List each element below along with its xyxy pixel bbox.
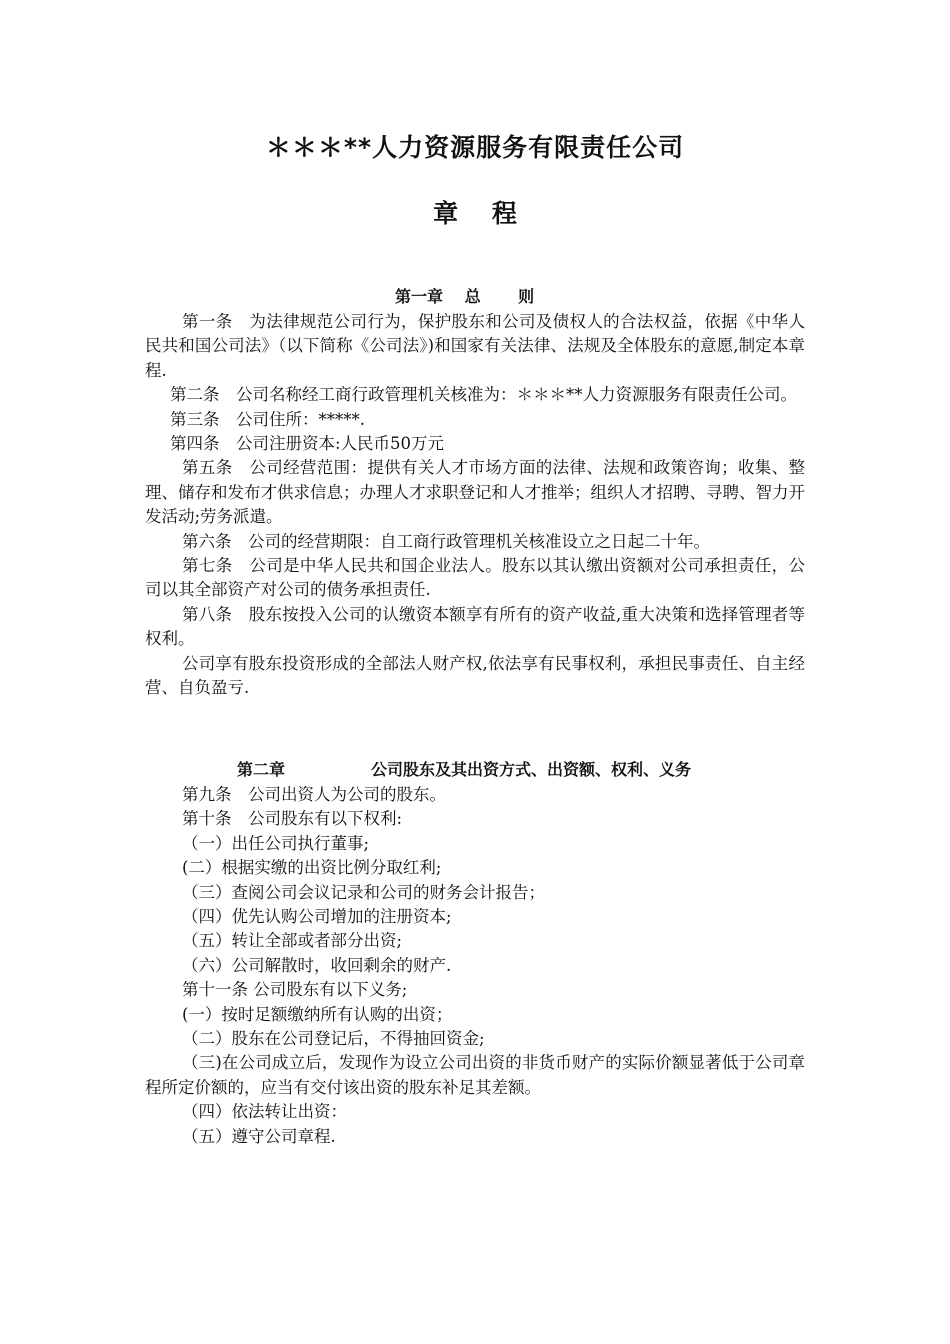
chapter-1-heading: 第一章 总 则 — [395, 287, 535, 306]
right-item-5: （五）转让全部或者部分出资; — [182, 931, 403, 951]
article-11: 第十一条 公司股东有以下义务; — [182, 980, 408, 1000]
right-item-3: （三）查阅公司会议记录和公司的财务会计报告； — [182, 882, 545, 902]
article-9: 第九条 公司出资人为公司的股东。 — [182, 785, 446, 804]
duty-item-5: （五）遵守公司章程. — [182, 1126, 336, 1146]
article-5: 第五条 公司经营范围：提供有关人才市场方面的法律、法规和政策咨询；收集、整理、储存和发布才供求信息；办理人才求职登记和人才推举；组织人才招聘、寻聘、智力开发活动;劳务派遣。 — [145, 458, 805, 527]
right-item-2: (二）根据实缴的出资比例分取红利; — [182, 858, 442, 878]
document-title: ＊＊＊**人力资源服务有限责任公司 — [265, 133, 685, 162]
duty-item-1: (一）按时足额缴纳所有认购的出资； — [182, 1004, 453, 1024]
article-6: 第六条 公司的经营期限：自工商行政管理机关核准设立之日起二十年。 — [182, 531, 710, 551]
article-1: 第一条 为法律规范公司行为，保护股东和公司及债权人的合法权益，依据《中华人民共和国公司法》（以下简称《公司法》)和国家有关法律、法规及全体股东的意愿,制定本章程. — [145, 312, 805, 380]
duty-item-4: （四）依法转让出资： — [182, 1102, 347, 1122]
article-8-paragraph-2: 公司享有股东投资形成的全部法人财产权,依法享有民事权利，承担民事责任、自主经营、自负盈亏. — [145, 653, 805, 698]
right-item-4: （四）优先认购公司增加的注册资本; — [182, 907, 452, 927]
duty-item-2: （二）股东在公司登记后，不得抽回资金; — [182, 1029, 485, 1049]
article-3: 第三条 公司住所：*****. — [170, 409, 365, 429]
chapter-2-body — [145, 783, 805, 1149]
document-subtitle: 章 程 — [433, 199, 517, 228]
article-4: 第四条 公司注册资本:人民币50万元 — [170, 434, 445, 454]
chapter-1-body — [145, 310, 805, 701]
right-item-1: （一）出任公司执行董事; — [182, 833, 370, 853]
article-8: 第八条 股东按投入公司的认缴资本额享有所有的资产收益,重大决策和选择管理者等权利。 — [145, 604, 805, 649]
article-7: 第七条 公司是中华人民共和国企业法人。股东以其认缴出资额对公司承担责任，公司以其全部资产对公司的债务承担责任. — [145, 556, 805, 600]
chapter-2-heading-number: 第二章 — [237, 760, 286, 779]
duty-item-3: （三)在公司成立后，发现作为设立公司出资的非货币财产的实际价额显著低于公司章程所定价额的，应当有交付该出资的股东补足其差额。 — [145, 1053, 805, 1097]
article-10: 第十条 公司股东有以下权利: — [182, 809, 403, 829]
right-item-6: （六）公司解散时，收回剩余的财产. — [182, 955, 452, 975]
chapter-2-heading-title: 公司股东及其出资方式、出资额、权利、义务 — [371, 760, 692, 779]
article-2: 第二条 公司名称经工商行政管理机关核准为：＊＊＊**人力资源服务有限责任公司。 — [170, 385, 797, 405]
